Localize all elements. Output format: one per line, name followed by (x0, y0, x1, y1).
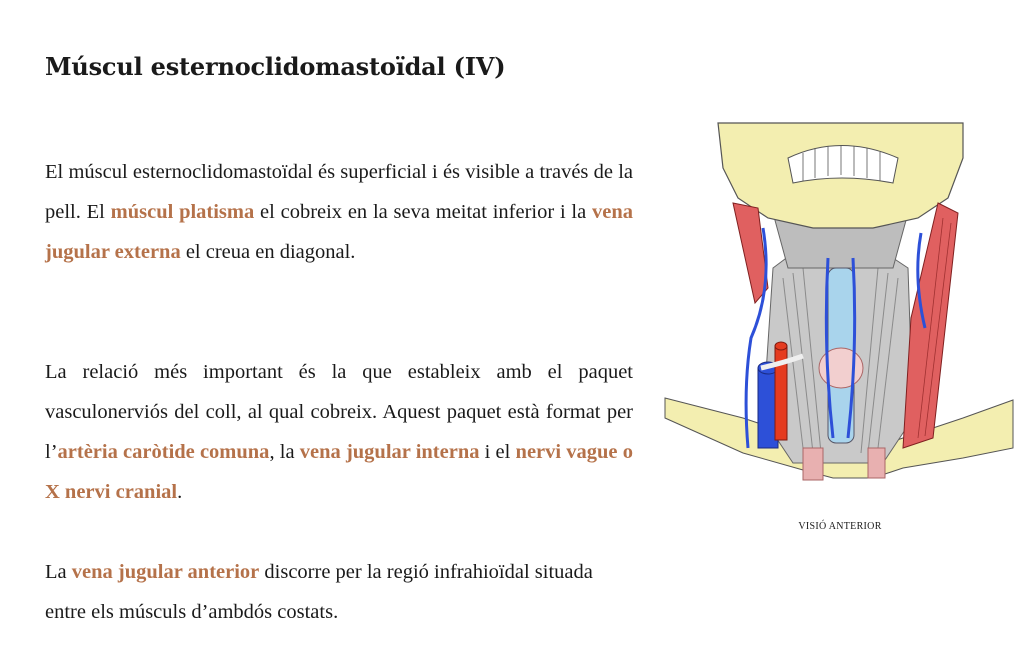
page-title: Múscul esternoclidomastoïdal (IV) (45, 52, 506, 81)
term-link-arteria-carotide-comuna[interactable]: artèria caròtide comuna (57, 440, 270, 463)
neck-anatomy-illustration (663, 118, 1015, 498)
term-link-vena-jugular-anterior[interactable]: vena jugular anterior (71, 560, 260, 583)
figure-caption: VISIÓ ANTERIOR (798, 521, 882, 532)
text: La relació més important és la que estableix amb el paquet vasculonerviós del coll, al qual cobreix. Aquest paquet està format per l’ (45, 360, 633, 463)
text: El múscul esternoclidomastoïdal és superficial i és visible a través de la pell. El (45, 160, 633, 223)
term-link-nervi-vague[interactable]: nervi vague o X nervi cranial (45, 440, 633, 503)
text: el creua en diagonal. (180, 240, 356, 263)
paragraph-1 (45, 152, 633, 272)
text: , la (269, 440, 300, 463)
term-link-vena-jugular-interna[interactable]: vena jugular interna (299, 440, 480, 463)
text: La (45, 560, 72, 583)
term-link-platisma[interactable]: múscul platisma (110, 200, 255, 223)
sternocleidomastoid-left (733, 203, 768, 303)
text: discorre per la regió infrahioïdal situada entre els músculs d’ambdós costats. (45, 560, 593, 623)
text: el cobreix en la seva meitat inferior i la (254, 200, 593, 223)
text: . (177, 480, 183, 503)
text: i el (479, 440, 516, 463)
term-link-vena-jugular-externa[interactable]: vena jugular externa (45, 200, 634, 263)
paragraph-3 (45, 552, 633, 632)
paragraph-2 (45, 352, 633, 512)
